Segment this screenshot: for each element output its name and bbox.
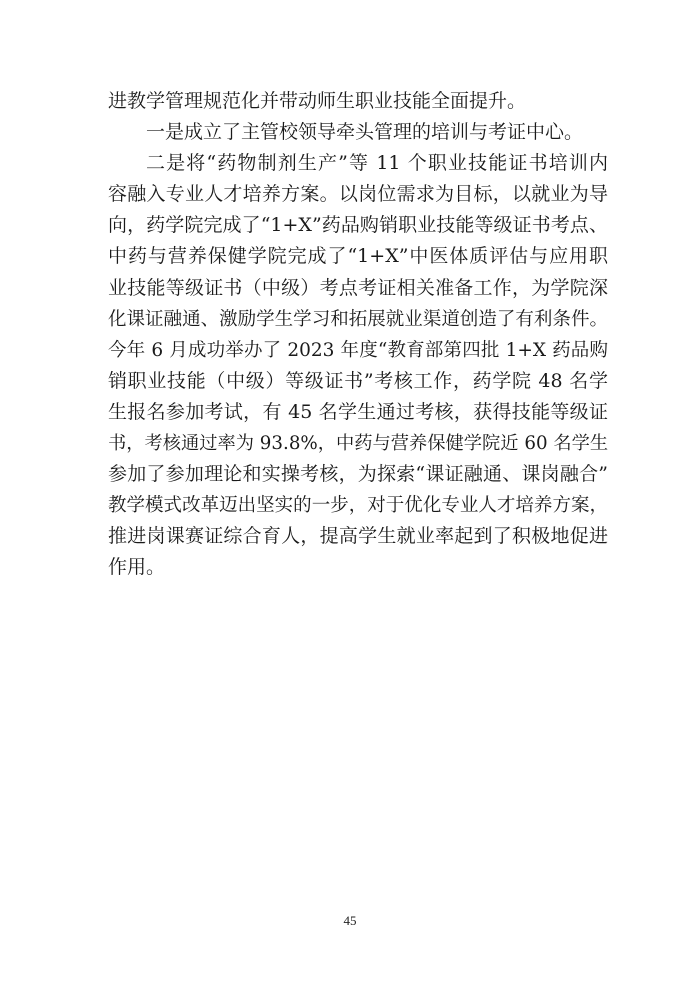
text-line: 向，药学院完成了“1+X”药品购销职业技能等级证书考点、: [108, 214, 608, 237]
text-line: 参加了参加理论和实操考核，为探索“课证融通、课岗融合”: [108, 463, 608, 486]
text-line: 二是将“药物制剂生产”等 11 个职业技能证书培训内: [146, 152, 608, 175]
text-line: 书，考核通过率为 93.8%，中药与营养保健学院近 60 名学生: [108, 433, 609, 455]
text-line: 销职业技能（中级）等级证书”考核工作，药学院 48 名学: [108, 369, 608, 392]
text-line: 生报名参加考试，有 45 名学生通过考核，获得技能等级证: [108, 400, 608, 423]
text-line: 作用。: [108, 556, 166, 579]
text-line: 进教学管理规范化并带动师生职业技能全面提升。: [108, 90, 527, 112]
body-text: [108, 86, 608, 584]
text-line: 化课证融通、激励学生学习和拓展就业渠道创造了有利条件。: [108, 308, 608, 330]
text-line: 一是成立了主管校领导牵头管理的培训与考证中心。: [146, 121, 584, 144]
text-line: 业技能等级证书（中级）考点考证相关准备工作，为学院深: [108, 276, 608, 299]
text-line: 中药与营养保健学院完成了“1+X”中医体质评估与应用职: [108, 245, 608, 268]
text-line: 推进岗课赛证综合育人，提高学生就业率起到了积极地促进: [108, 525, 608, 548]
page-number: 45: [343, 913, 357, 928]
text-line: 教学模式改革迈出坚实的一步，对于优化专业人才培养方案，: [108, 495, 608, 517]
text-line: 容融入专业人才培养方案。以岗位需求为目标，以就业为导: [108, 183, 608, 206]
text-line: 今年 6 月成功举办了 2023 年度“教育部第四批 1+X 药品购: [108, 339, 608, 361]
